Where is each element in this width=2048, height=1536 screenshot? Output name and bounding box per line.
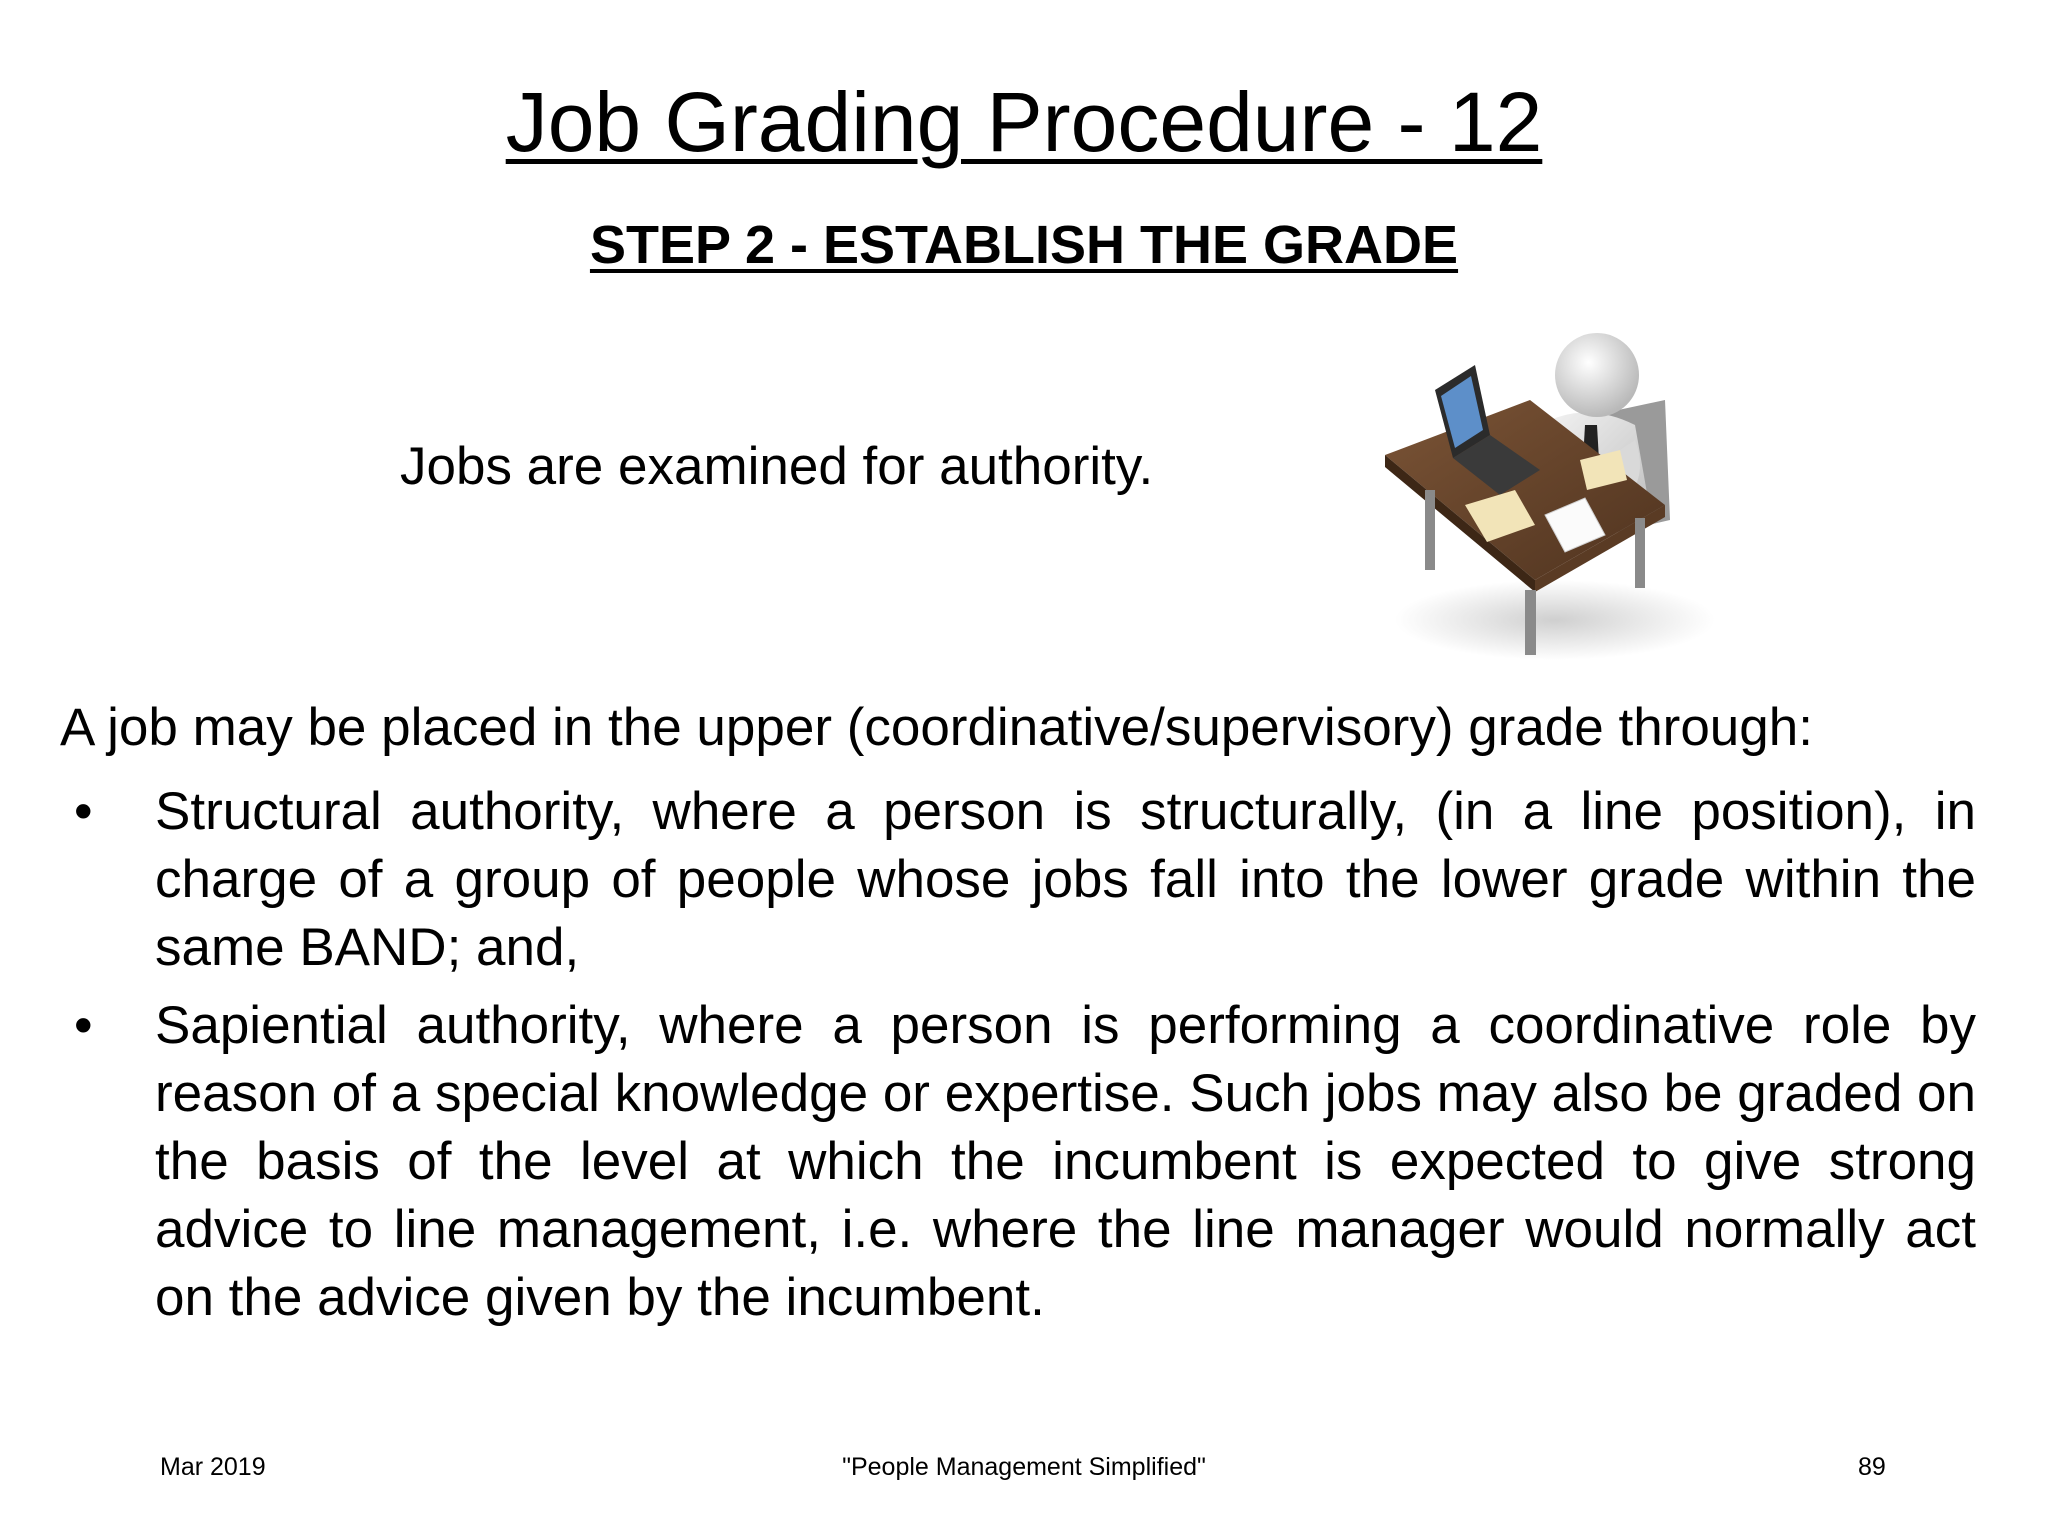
person-at-desk-icon: [1365, 320, 1720, 665]
slide-subtitle-text: STEP 2 - ESTABLISH THE GRADE: [589, 215, 1459, 275]
footer-page-number: 89: [1858, 1453, 1886, 1481]
bullet-marker: •: [74, 996, 93, 1055]
bullet-list: [0, 778, 1976, 1342]
slide-subtitle: [0, 213, 2048, 277]
footer-date: Mar 2019: [160, 1453, 266, 1481]
bullet-text: Sapiential authority, where a person is performing a coordinative role by reason of a special knowledge or expertise. Such jobs may also be graded on the basis of the level at which the incumbent is expected to give strong advice to line management, i.e. where the line manager would normally act on the advice given by the incumbent.: [155, 996, 1976, 1327]
bullet-item: [0, 778, 1976, 982]
slide-title-text: Job Grading Procedure - 12: [505, 75, 1543, 169]
lead-text: Jobs are examined for authority.: [400, 437, 1154, 496]
bullet-marker: •: [74, 782, 93, 841]
bullet-item: [0, 992, 1976, 1332]
slide-title: [0, 72, 2048, 172]
intro-text: A job may be placed in the upper (coordinative/supervisory) grade through:: [60, 698, 1813, 757]
bullet-text: Structural authority, where a person is structurally, (in a line position), in charge of a group of people whose jobs fall into the lower grade within the same BAND; and,: [155, 782, 1976, 977]
footer-source: "People Management Simplified": [842, 1453, 1206, 1481]
